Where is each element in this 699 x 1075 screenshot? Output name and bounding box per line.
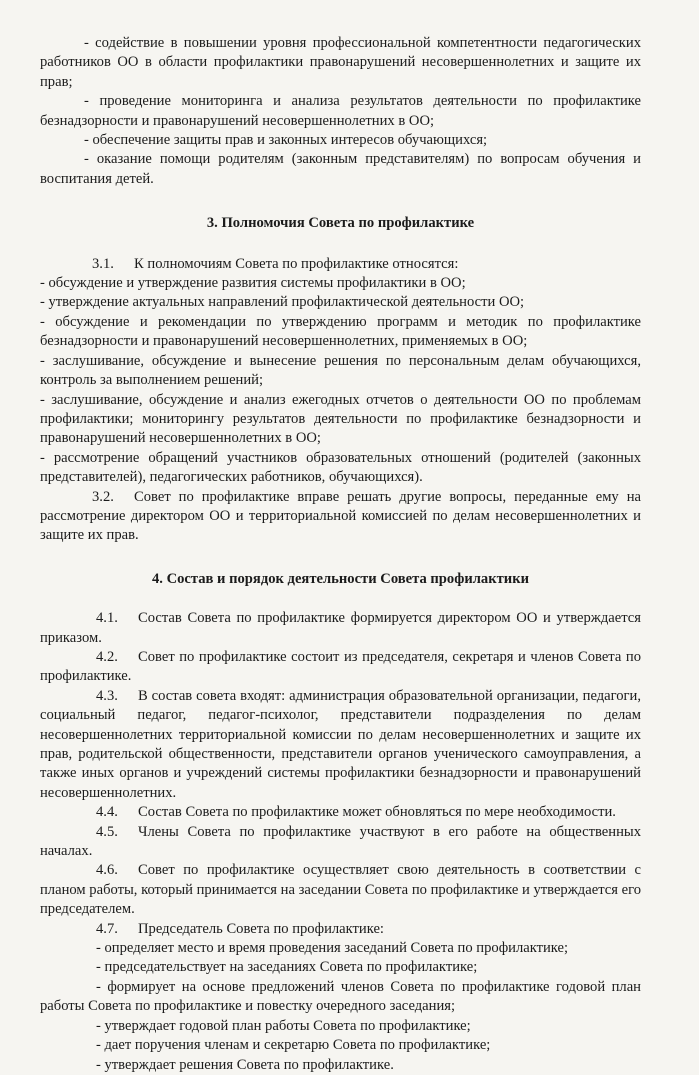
clause-text: Председатель Совета по профилактике: [138,920,384,937]
clause-3-2 [40,488,641,546]
intro-item: - оказание помощи родителям (законным представителям) по вопросам обучения и воспитания детей. [40,151,641,187]
clause-number: 3.1. [92,255,114,272]
authority-item: - обсуждение и рекомендации по утверждению программ и методик по профилактике безнадзорности и правонарушений несовершеннолетних, применяемых в ОО; [40,313,641,350]
chair-duty-item: - утверждает решения Совета по профилактике. [96,1056,394,1073]
clause-text: Совет по профилактике вправе решать другие вопросы, переданные ему на рассмотрение директором ОО и территориальной комиссией по делам несовершеннолетних и защите их прав. [40,488,641,544]
clause-number: 4.7. [96,920,118,937]
chair-duty-item: - дает поручения членам и секретарю Совета по профилактике; [96,1037,491,1054]
section-4-title: 4. Состав и порядок деятельности Совета профилактики [151,570,530,587]
authority-item: - рассмотрение обращений участников образовательных отношений (родителей (законных представителей), педагогических работников, обучающихся). [40,449,641,486]
clause-4-2 [40,648,641,687]
clause-number: 4.4. [96,804,118,821]
clause-text: Состав Совета по профилактике может обновляться по мере необходимости. [138,804,616,821]
clause-text: К полномочиям Совета по профилактике относятся: [134,255,459,272]
authority-item: - заслушивание, обсуждение и анализ ежегодных отчетов о деятельности ОО по проблемам профилактики; мониторингу результатов деятельности по профилактике безнадзорности и правонарушений несовершеннолетних в ОО; [40,391,641,447]
clause-4-6 [40,861,641,919]
chair-duty-item: - формирует на основе предложений членов Совета по профилактике годовой план работы Совета по профилактике и повестку очередного заседания; [40,978,641,1015]
clause-number: 4.2. [96,648,118,665]
clause-4-7 [40,920,641,939]
clause-4-1 [40,609,641,648]
chair-duty-item: - утверждает годовой план работы Совета по профилактике; [96,1017,471,1034]
clause-number: 4.3. [96,687,118,704]
authority-item: - заслушивание, обсуждение и вынесение решения по персональным делам обучающихся, контроль за выполнением решений; [40,352,641,389]
clause-4-4 [40,803,641,822]
clause-number: 4.6. [96,862,118,879]
chair-duty-item: - председательствует на заседаниях Совета по профилактике; [96,959,478,976]
clause-4-3 [40,687,641,803]
authority-item: - обсуждение и утверждение развития системы профилактики в ОО; [40,275,466,292]
intro-item: - обеспечение защиты прав и законных интересов обучающихся; [84,132,488,149]
section-3-title: 3. Полномочия Совета по профилактике [206,215,475,232]
clause-text: Члены Совета по профилактике участвуют в его работе на общественных началах. [40,823,641,860]
authority-item: - утверждение актуальных направлений профилактической деятельности ОО; [40,294,525,311]
intro-item: - содействие в повышении уровня профессиональной компетентности педагогических работников ОО в области профилактики правонарушений несовершеннолетних и защите их прав; [40,35,641,90]
clause-text: Совет по профилактике осуществляет свою деятельность в соответствии с планом работы, который принимается на заседании Совета по профилактике и утверждается его председателем. [40,862,641,918]
clause-text: Совет по профилактике состоит из председателя, секретаря и членов Совета по профилактике. [40,648,641,685]
clause-number: 3.2. [92,488,114,505]
clause-number: 4.5. [96,823,118,840]
intro-item: - проведение мониторинга и анализа результатов деятельности по профилактике безнадзорности и правонарушений несовершеннолетних в ОО; [40,93,641,129]
chair-duty-item: - определяет место и время проведения заседаний Совета по профилактике; [96,940,569,957]
clause-text: В состав совета входят: администрация образовательной организации, педагоги, социальный педагог, педагог-психолог, представители подразделения по делам несовершеннолетних территориальной комиссии по делам несовершеннолетних и защите их прав, родительской общественности, представители органов ученического самоуправления, а также иных органов и учреждений системы профилактики безнадзорности и правонарушений несовершеннолетних. [40,687,641,801]
clause-3-1 [40,255,641,274]
clause-4-5 [40,823,641,862]
clause-number: 4.1. [96,610,118,627]
clause-text: Состав Совета по профилактике формируется директором ОО и утверждается приказом. [40,610,641,646]
